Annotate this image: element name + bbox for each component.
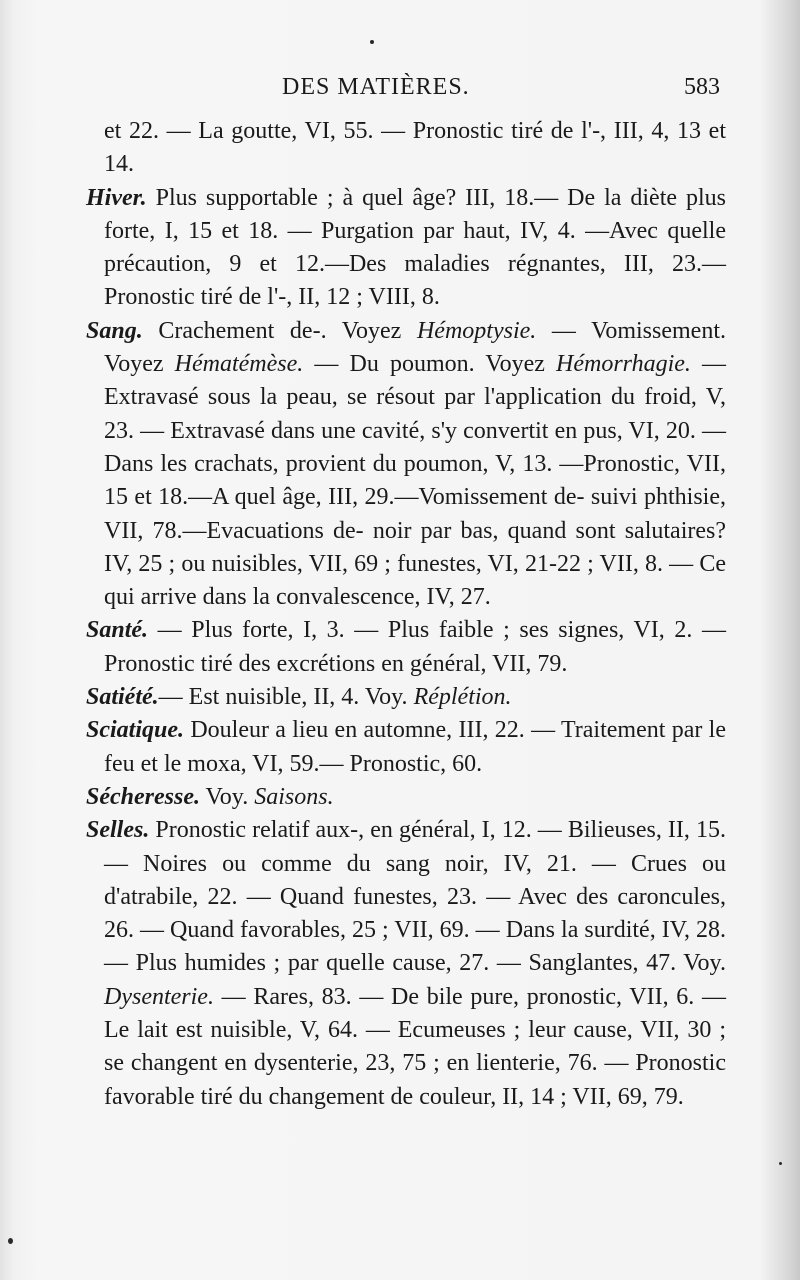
page-number: 583 [684, 74, 720, 100]
entry-headword: Sciatique. [86, 717, 185, 744]
entry-headword: Hiver. [86, 184, 147, 211]
entry-text: Crachement de-. Voyez [142, 317, 417, 344]
entry-headword: Santé. [86, 617, 149, 644]
cross-reference: Hémorrhagie. [556, 351, 691, 378]
cross-reference: Saisons. [254, 783, 334, 810]
cross-reference: Réplétion. [413, 684, 512, 711]
index-entry-satiete [86, 681, 726, 714]
cross-reference: Hémoptysie. [416, 317, 537, 344]
index-entry-sciatique [86, 714, 726, 781]
index-entries [86, 115, 726, 1114]
index-entry-selles [86, 814, 726, 1114]
index-entry-sante [86, 614, 726, 681]
entry-text: — Du poumon. Voyez [303, 351, 556, 378]
entry-text: — Rares, 83. — De bile pure, pronostic, VII, 6. — Le lait est nuisible, V, 64. — Ecumeuses ; leur cause, VII, 30 ; se changent en dysenterie, 23, 75 ; en lienterie, 76. — Pronostic favorable tiré du changement de couleur, II, 14 ; VII, 69, 79. [104, 983, 726, 1110]
cross-reference: Dysenterie. [104, 983, 214, 1010]
ink-speck [370, 40, 374, 44]
entry-text: — Extravasé sous la peau, se résout par l'application du froid, V, 23. — Extravasé dans une cavité, s'y convertit en pus, VI, 20. — Dans les crachats, provient du poumon, V, 13. —Pronostic, VII, 15 et 18.—A quel âge, III, 29.—Vomissement de- suivi phthisie, VII, 78.—Evacuations de- noir par bas, quand sont salutaires? IV, 25 ; ou nuisibles, VII, 69 ; funestes, VI, 21-22 ; VII, 8. — Ce qui arrive dans la convalescence, IV, 27. [104, 351, 727, 611]
page-header [0, 74, 800, 108]
entry-text: — Plus forte, I, 3. — Plus faible ; ses signes, VI, 2. — Pronostic tiré des excrétions en général, VII, 79. [104, 617, 726, 677]
ink-speck [779, 1162, 782, 1165]
entry-text: Douleur a lieu en automne, III, 22. — Traitement par le feu et le moxa, VI, 59.— Pronostic, 60. [104, 717, 726, 777]
entry-headword: Satiété. [86, 684, 159, 711]
entry-text: — Vomissement. Voyez [104, 317, 727, 378]
entry-text: Plus supportable ; à quel âge? III, 18.— De la diète plus forte, I, 15 et 18. — Purgation par haut, IV, 4. —Avec quelle précaution, 9 et 12.—Des maladies régnantes, III, 23.—Pronostic tiré de l'-, II, 12 ; VIII, 8. [104, 184, 726, 311]
index-entry-hiver [86, 182, 726, 315]
entry-headword: Sang. [86, 317, 143, 344]
running-title: DES MATIÈRES. [282, 74, 470, 100]
entry-text: Voy. [199, 783, 255, 810]
entry-text: — Est nuisible, II, 4. Voy. [158, 684, 414, 711]
index-entry-sang [86, 315, 726, 615]
entry-text: Pronostic relatif aux-, en général, I, 12. — Bilieuses, II, 15. — Noires ou comme du sang noir, IV, 21. — Crues ou d'atrabile, 22. — Quand funestes, 23. — Avec des caroncules, 26. — Quand favorables, 25 ; VII, 69. — Dans la surdité, IV, 28. — Plus humides ; par quelle cause, 27. — Sanglantes, 47. Voy. [104, 817, 726, 977]
index-entry-continuation [86, 115, 726, 182]
cross-reference: Hématémèse. [174, 351, 304, 378]
entry-headword: Selles. [86, 817, 150, 844]
ink-speck [8, 1238, 13, 1244]
entry-headword: Sécheresse. [86, 783, 200, 810]
entry-text: et 22. — La goutte, VI, 55. — Pronostic tiré de l'-, III, 4, 13 et 14. [104, 118, 726, 178]
index-entry-secheresse [86, 781, 726, 814]
